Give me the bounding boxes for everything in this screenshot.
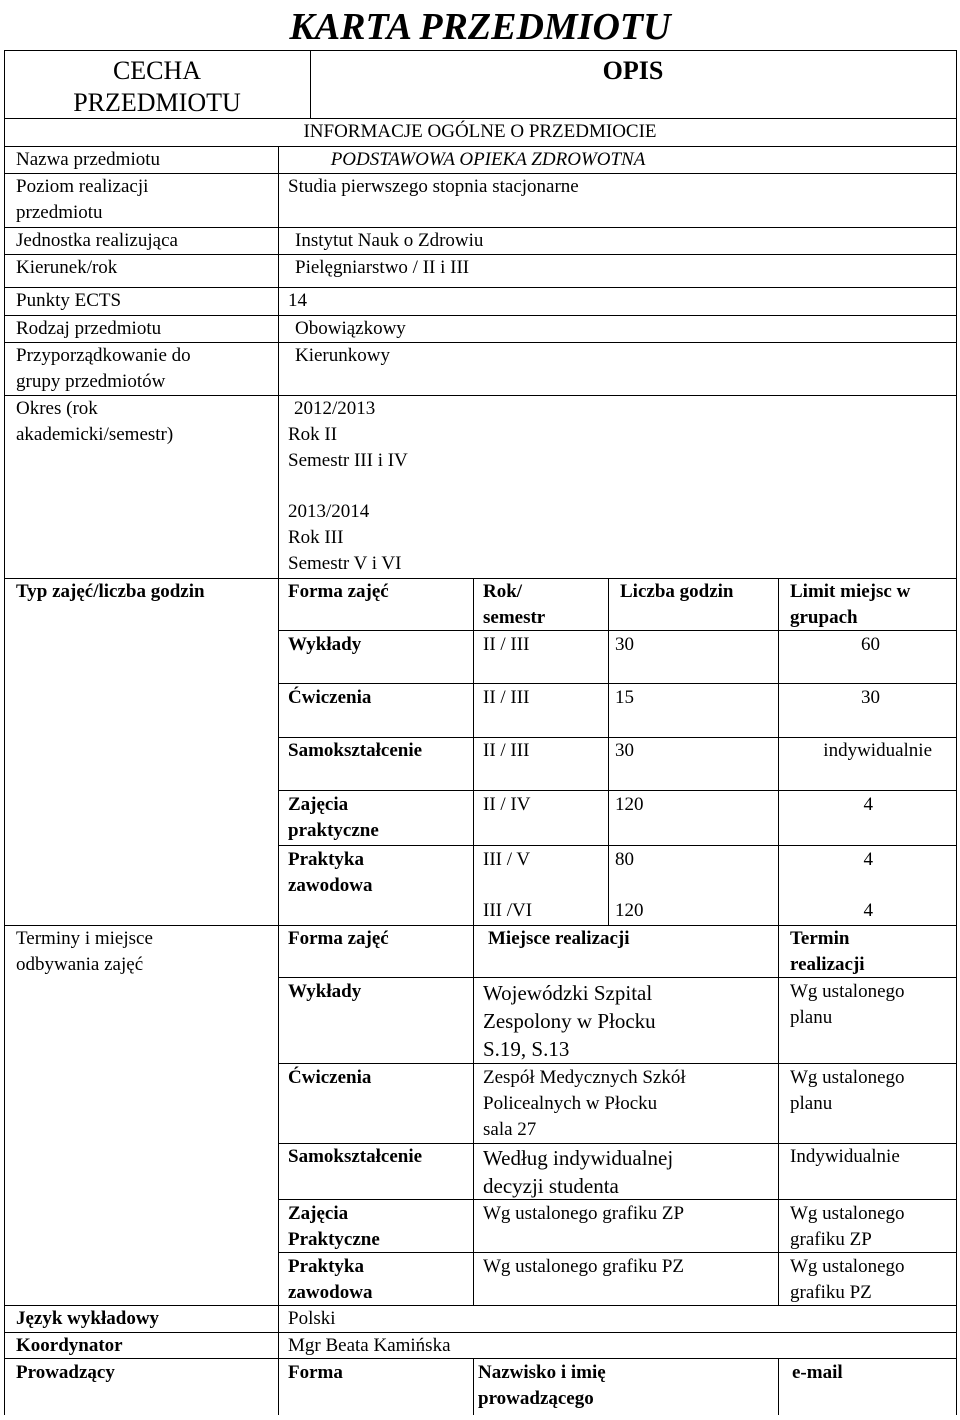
rule	[278, 1063, 956, 1064]
row-godz: 30	[615, 740, 634, 761]
termin-realizacji: grafiku ZP	[790, 1229, 872, 1250]
row-godz: 80	[615, 849, 634, 870]
termin-realizacji: Wg ustalonego	[790, 981, 905, 1002]
row-limit: 4	[863, 900, 873, 921]
termin-forma-2: Praktyczne	[288, 1229, 380, 1250]
label-kierunek: Kierunek/rok	[16, 257, 118, 278]
rule	[278, 146, 279, 578]
label-poziom: Poziom realizacji	[16, 176, 149, 197]
okres-line: Semestr III i IV	[288, 450, 408, 471]
page-title: KARTA PRZEDMIOTU	[289, 6, 671, 48]
termin-realizacji: Wg ustalonego	[790, 1067, 905, 1088]
row-forma: Wykłady	[288, 634, 362, 655]
row-godz: 120	[615, 900, 644, 921]
col-forma: Forma zajęć	[288, 928, 389, 949]
label-terminy-2: odbywania zajęć	[16, 954, 144, 975]
termin-miejsce: Wg ustalonego grafiku ZP	[483, 1203, 685, 1224]
col-rok-2: semestr	[483, 607, 546, 628]
termin-miejsce: decyzji studenta	[483, 1174, 619, 1198]
row-forma: Zajęcia	[288, 794, 349, 815]
rule	[4, 254, 956, 255]
termin-forma: Samokształcenie	[288, 1146, 423, 1167]
rule	[278, 845, 956, 846]
label-okres-2: akademicki/semestr)	[16, 424, 174, 445]
row-forma: Samokształcenie	[288, 740, 423, 761]
rule	[4, 287, 956, 288]
label-przyporzadkowanie: Przyporządkowanie do	[16, 345, 191, 366]
rule	[4, 50, 956, 51]
rule	[473, 578, 474, 925]
label-jednostka: Jednostka realizująca	[16, 230, 178, 251]
rule	[778, 1358, 779, 1415]
row-rok: II / III	[483, 634, 530, 655]
header-opis: OPIS	[602, 56, 664, 85]
value-nazwa: PODSTAWOWA OPIEKA ZDROWOTNA	[330, 149, 646, 170]
termin-forma: Wykłady	[288, 981, 362, 1002]
col-limit: Limit miejsc w	[790, 581, 911, 602]
termin-miejsce: S.19, S.13	[483, 1037, 570, 1061]
termin-forma-2: zawodowa	[288, 1282, 373, 1303]
value-koordynator: Mgr Beata Kamińska	[288, 1335, 451, 1356]
col-rok: Rok/	[483, 581, 523, 602]
row-limit: 4	[863, 794, 873, 815]
termin-forma: Ćwiczenia	[288, 1067, 372, 1088]
rule	[278, 683, 956, 684]
termin-realizacji: grafiku PZ	[790, 1282, 872, 1303]
row-forma: Ćwiczenia	[288, 687, 372, 708]
rule	[956, 50, 957, 1415]
value-jednostka: Instytut Nauk o Zdrowiu	[295, 230, 484, 251]
termin-realizacji: planu	[790, 1007, 833, 1028]
col-limit-2: grupach	[790, 607, 858, 628]
row-rok: II / IV	[483, 794, 531, 815]
row-rok: III / V	[483, 849, 531, 870]
label-ects: Punkty ECTS	[16, 290, 122, 311]
okres-line: 2013/2014	[288, 501, 370, 522]
termin-forma: Zajęcia	[288, 1203, 349, 1224]
rule	[4, 1332, 956, 1333]
label-rodzaj: Rodzaj przedmiotu	[16, 318, 162, 339]
section-title: INFORMACJE OGÓLNE O PRZEDMIOCIE	[303, 121, 657, 142]
rule	[278, 790, 956, 791]
okres-line: 2012/2013	[294, 398, 376, 419]
row-limit: 60	[861, 634, 880, 655]
termin-miejsce: sala 27	[483, 1119, 537, 1140]
value-kierunek: Pielęgniarstwo / II i III	[295, 257, 470, 278]
row-godz: 15	[615, 687, 634, 708]
col-forma: Forma zajęć	[288, 581, 389, 602]
termin-miejsce: Zespół Medycznych Szkół	[483, 1067, 686, 1088]
row-godz: 120	[615, 794, 644, 815]
label-nazwa: Nazwa przedmiotu	[16, 149, 161, 170]
row-rok: II / III	[483, 687, 530, 708]
termin-miejsce: Według indywidualnej	[483, 1146, 674, 1170]
col-nazwisko-2: prowadzącego	[478, 1388, 594, 1409]
rule	[778, 925, 779, 1305]
label-okres: Okres (rok	[16, 398, 98, 419]
row-godz: 30	[615, 634, 634, 655]
termin-miejsce: Wg ustalonego grafiku PZ	[483, 1256, 685, 1277]
row-rok: III /VI	[483, 900, 533, 921]
row-rok: II / III	[483, 740, 530, 761]
label-prowadzacy: Prowadzący	[16, 1362, 115, 1383]
col-email: e-mail	[792, 1362, 843, 1383]
rule	[4, 50, 5, 1415]
termin-miejsce: Zespolony w Płocku	[483, 1009, 656, 1033]
termin-realizacji: Wg ustalonego	[790, 1203, 905, 1224]
okres-line: Semestr V i VI	[288, 553, 402, 574]
label-koordynator: Koordynator	[16, 1335, 123, 1356]
label-poziom-2: przedmiotu	[16, 202, 103, 223]
value-jezyk: Polski	[288, 1308, 336, 1329]
rule	[473, 925, 474, 1305]
okres-line: Rok II	[288, 424, 338, 445]
col-nazwisko: Nazwisko i imię	[478, 1362, 606, 1383]
value-ects: 14	[288, 290, 307, 311]
row-limit: 30	[861, 687, 880, 708]
value-przyporzadkowanie: Kierunkowy	[295, 345, 390, 366]
value-rodzaj: Obowiązkowy	[295, 318, 406, 339]
termin-realizacji: planu	[790, 1093, 833, 1114]
termin-miejsce: Policealnych w Płocku	[483, 1093, 658, 1114]
header-cecha-2: PRZEDMIOTU	[73, 88, 241, 117]
rule	[4, 1358, 956, 1359]
col-miejsce: Miejsce realizacji	[488, 928, 630, 949]
row-limit: 4	[863, 849, 873, 870]
label-przyporzadkowanie-2: grupy przedmiotów	[16, 371, 166, 392]
col-termin: Termin	[790, 928, 850, 949]
termin-forma: Praktyka	[288, 1256, 364, 1277]
col-termin-2: realizacji	[790, 954, 865, 975]
value-poziom: Studia pierwszego stopnia stacjonarne	[288, 176, 579, 197]
label-terminy: Terminy i miejsce	[16, 928, 153, 949]
rule	[4, 395, 956, 396]
row-forma-2: zawodowa	[288, 875, 373, 896]
termin-realizacji: Wg ustalonego	[790, 1256, 905, 1277]
header-cecha: CECHA	[112, 56, 202, 85]
row-forma: Praktyka	[288, 849, 364, 870]
label-jezyk: Język wykładowy	[16, 1308, 160, 1329]
rule	[608, 578, 609, 925]
row-forma-2: praktyczne	[288, 820, 379, 841]
rule	[278, 578, 279, 1415]
termin-realizacji: Indywidualnie	[790, 1146, 900, 1167]
row-limit: indywidualnie	[823, 740, 932, 761]
okres-line: Rok III	[288, 527, 344, 548]
col-forma: Forma	[288, 1362, 343, 1383]
termin-miejsce: Wojewódzki Szpital	[483, 981, 653, 1005]
label-typ: Typ zajęć/liczba godzin	[16, 581, 205, 602]
rule	[473, 1358, 474, 1415]
col-liczba: Liczba godzin	[620, 581, 734, 602]
